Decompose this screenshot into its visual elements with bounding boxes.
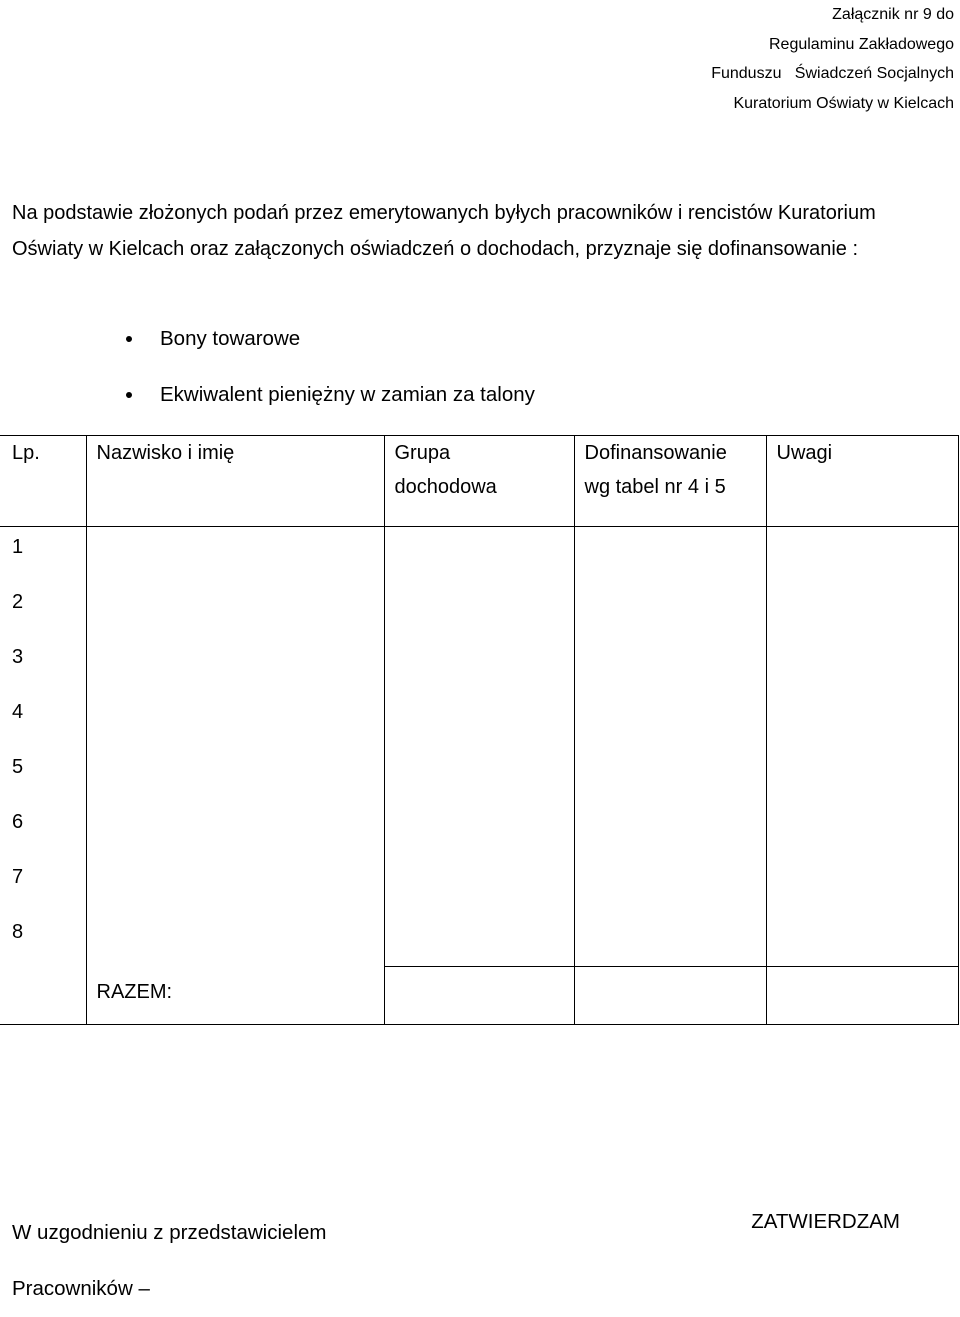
total-label: RAZEM: [86,967,384,1025]
total-row [0,967,958,1025]
notes-cell [766,527,958,582]
name-cell [86,747,384,802]
notes-cell [766,912,958,967]
row-number: 8 [0,912,86,967]
consultation-line-2: Pracowników – [12,1277,150,1300]
option-item-cash-equivalent: Ekwiwalent pieniężny w zamian za talony [126,378,535,434]
row-number: 3 [0,637,86,692]
column-header-notes: Uwagi [766,436,958,527]
attachment-header [711,0,954,118]
table-row [0,527,958,582]
column-header-funding [574,436,766,527]
funding-cell [574,912,766,967]
consultation-note [12,1205,326,1317]
funding-cell [574,802,766,857]
funding-cell [574,692,766,747]
table-row [0,692,958,747]
table-row [0,912,958,967]
name-cell [86,912,384,967]
income-group-cell [384,527,574,582]
column-header-funding-line1: Dofinansowanie [584,442,727,464]
row-number: 6 [0,802,86,857]
header-line-4: Kuratorium Oświaty w Kielcach [733,94,954,112]
header-line-1: Załącznik nr 9 do [832,6,954,23]
row-number: 5 [0,747,86,802]
income-group-cell [384,582,574,637]
name-cell [86,582,384,637]
row-number: 4 [0,692,86,747]
table-row [0,637,958,692]
funding-cell [574,747,766,802]
column-header-lp: Lp. [0,436,86,527]
notes-cell [766,747,958,802]
income-group-cell [384,747,574,802]
header-line-3: Funduszu Świadczeń Socjalnych [711,65,954,82]
name-cell [86,527,384,582]
funding-cell [574,527,766,582]
income-group-cell [384,857,574,912]
approval-label: ZATWIERDZAM [751,1210,900,1233]
consultation-line-1: W uzgodnieniu z przedstawicielem [12,1221,327,1244]
funding-cell [574,637,766,692]
option-item-vouchers: Bony towarowe [126,322,535,378]
funding-cell [574,857,766,912]
table-row [0,582,958,637]
column-header-income-group-line2: dochodowa [394,476,497,498]
column-header-income-group [384,436,574,527]
name-cell [86,637,384,692]
allocation-table [0,435,959,1025]
income-group-cell [384,802,574,857]
column-header-funding-line2: wg tabel nr 4 i 5 [584,476,726,498]
column-header-income-group-line1: Grupa [394,442,451,464]
header-line-2: Regulaminu Zakładowego [769,35,954,53]
table-row [0,747,958,802]
notes-cell [766,857,958,912]
row-number: 7 [0,857,86,912]
name-cell [86,802,384,857]
notes-cell [766,802,958,857]
row-number: 2 [0,582,86,637]
intro-paragraph: Na podstawie złożonych podań przez emerytowanych byłych pracowników i rencistów Kuratorium Oświaty w Kielcach oraz załączonych oświadczeń o dochodach, przyznaje się dofinansowanie : [12,202,876,260]
notes-cell [766,582,958,637]
table-row [0,802,958,857]
total-notes-cell [766,967,958,1025]
total-funding-cell [574,967,766,1025]
column-header-name: Nazwisko i imię [86,436,384,527]
income-group-cell [384,692,574,747]
total-row-number-cell [0,967,86,1025]
funding-cell [574,582,766,637]
option-list [126,322,535,434]
notes-cell [766,692,958,747]
income-group-cell [384,912,574,967]
name-cell [86,857,384,912]
name-cell [86,692,384,747]
table-header-row [0,436,958,527]
income-group-cell [384,637,574,692]
total-income-group-cell [384,967,574,1025]
row-number: 1 [0,527,86,582]
table-row [0,857,958,912]
notes-cell [766,637,958,692]
